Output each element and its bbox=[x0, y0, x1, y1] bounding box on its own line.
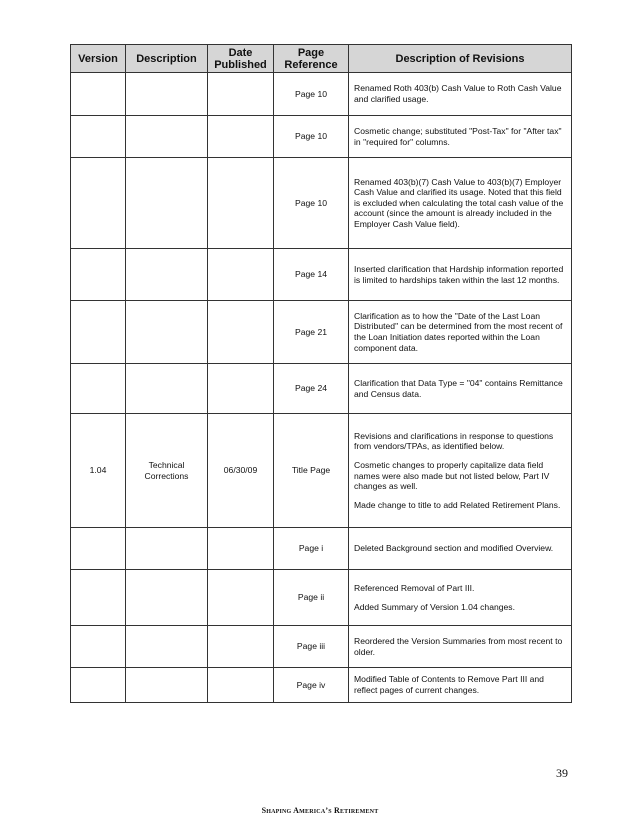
revision-history-table bbox=[70, 44, 572, 703]
revision-text: Added Summary of Version 1.04 changes. bbox=[354, 601, 515, 612]
description-cell bbox=[126, 570, 208, 626]
revision-description-cell bbox=[349, 364, 572, 414]
page-number: 39 bbox=[556, 766, 568, 780]
table-row bbox=[71, 414, 572, 528]
version-cell bbox=[71, 116, 126, 158]
revision-text: Modified Table of Contents to Remove Part III and reflect pages of current changes. bbox=[354, 674, 544, 695]
version-cell: 1.04 bbox=[71, 414, 126, 528]
description-cell: Technical Corrections bbox=[126, 414, 208, 528]
page-reference-cell: Page 21 bbox=[274, 301, 349, 364]
table-row bbox=[71, 73, 572, 116]
version-cell bbox=[71, 73, 126, 116]
version-cell bbox=[71, 528, 126, 570]
page-reference-cell: Page i bbox=[274, 528, 349, 570]
date-published-cell bbox=[208, 626, 274, 668]
version-cell bbox=[71, 301, 126, 364]
page-reference-cell: Page 10 bbox=[274, 116, 349, 158]
description-cell bbox=[126, 626, 208, 668]
table-row bbox=[71, 364, 572, 414]
date-published-cell bbox=[208, 528, 274, 570]
revision-description-cell bbox=[349, 116, 572, 158]
revision-text: Referenced Removal of Part III. bbox=[354, 582, 475, 593]
description-cell bbox=[126, 301, 208, 364]
date-published-cell bbox=[208, 158, 274, 249]
date-published-cell bbox=[208, 301, 274, 364]
revision-description-cell bbox=[349, 158, 572, 249]
table-row bbox=[71, 158, 572, 249]
table-row bbox=[71, 626, 572, 668]
table-row bbox=[71, 528, 572, 570]
revision-description-cell bbox=[349, 414, 572, 528]
revision-description-cell bbox=[349, 528, 572, 570]
table-row bbox=[71, 249, 572, 301]
page-reference-cell: Page iv bbox=[274, 668, 349, 703]
page-reference-cell: Page 10 bbox=[274, 73, 349, 116]
table-header-row bbox=[71, 45, 572, 73]
page-reference-cell: Page iii bbox=[274, 626, 349, 668]
revision-text: Made change to title to add Related Retirement Plans. bbox=[354, 499, 561, 510]
revision-description-cell bbox=[349, 249, 572, 301]
description-cell bbox=[126, 249, 208, 301]
revision-text: Cosmetic change; substituted "Post-Tax" for "After tax" in "required for" columns. bbox=[354, 125, 562, 147]
description-cell bbox=[126, 528, 208, 570]
header-description-of-revisions: Description of Revisions bbox=[349, 45, 572, 73]
revision-description-cell bbox=[349, 73, 572, 116]
header-version: Version bbox=[71, 45, 126, 73]
table-row bbox=[71, 668, 572, 703]
revision-text: Cosmetic changes to properly capitalize data field names were also made but not listed below, Part IV changes as well. bbox=[354, 459, 550, 492]
date-published-cell bbox=[208, 668, 274, 703]
header-page-reference: Page Reference bbox=[274, 45, 349, 73]
version-cell bbox=[71, 668, 126, 703]
version-cell bbox=[71, 158, 126, 249]
description-cell bbox=[126, 364, 208, 414]
version-cell bbox=[71, 249, 126, 301]
page-reference-cell: Page 24 bbox=[274, 364, 349, 414]
revision-text: Renamed 403(b)(7) Cash Value to 403(b)(7) Employer Cash Value and clarified its usage. Noted that this field is excluded when calculating the total cash value of the account (since the amount is already included in the Employer Cash Value field). bbox=[354, 176, 564, 229]
date-published-cell bbox=[208, 364, 274, 414]
revision-description-cell bbox=[349, 301, 572, 364]
header-description: Description bbox=[126, 45, 208, 73]
page-reference-cell: Title Page bbox=[274, 414, 349, 528]
date-published-cell bbox=[208, 73, 274, 116]
table-row bbox=[71, 116, 572, 158]
table-row bbox=[71, 301, 572, 364]
revision-text: Deleted Background section and modified Overview. bbox=[354, 543, 554, 554]
version-cell bbox=[71, 364, 126, 414]
page-reference-cell: Page 10 bbox=[274, 158, 349, 249]
revision-text: Clarification as to how the "Date of the Last Loan Distributed" can be determined from the most recent of the Loan Initiation dates reported within the Loan component data. bbox=[354, 310, 563, 353]
version-cell bbox=[71, 570, 126, 626]
date-published-cell bbox=[208, 570, 274, 626]
table-row bbox=[71, 570, 572, 626]
date-published-cell: 06/30/09 bbox=[208, 414, 274, 528]
date-published-cell bbox=[208, 116, 274, 158]
description-cell bbox=[126, 158, 208, 249]
revision-description-cell bbox=[349, 668, 572, 703]
header-date-published: Date Published bbox=[208, 45, 274, 73]
date-published-cell bbox=[208, 249, 274, 301]
revision-text: Clarification that Data Type = "04" contains Remittance and Census data. bbox=[354, 377, 563, 399]
revision-description-cell bbox=[349, 626, 572, 668]
description-cell bbox=[126, 73, 208, 116]
revision-text: Inserted clarification that Hardship information reported is limited to hardships taken within the last 12 months. bbox=[354, 263, 564, 285]
revision-text: Reordered the Version Summaries from most recent to older. bbox=[354, 635, 563, 657]
description-cell bbox=[126, 116, 208, 158]
description-cell bbox=[126, 668, 208, 703]
page-reference-cell: Page ii bbox=[274, 570, 349, 626]
revision-text: Renamed Roth 403(b) Cash Value to Roth Cash Value and clarified usage. bbox=[354, 83, 562, 104]
page-reference-cell: Page 14 bbox=[274, 249, 349, 301]
page-footer: Shaping America’s Retirement bbox=[261, 806, 379, 815]
version-cell bbox=[71, 626, 126, 668]
revision-description-cell bbox=[349, 570, 572, 626]
revision-text: Revisions and clarifications in response to questions from vendors/TPAs, as identified below. bbox=[354, 430, 554, 452]
